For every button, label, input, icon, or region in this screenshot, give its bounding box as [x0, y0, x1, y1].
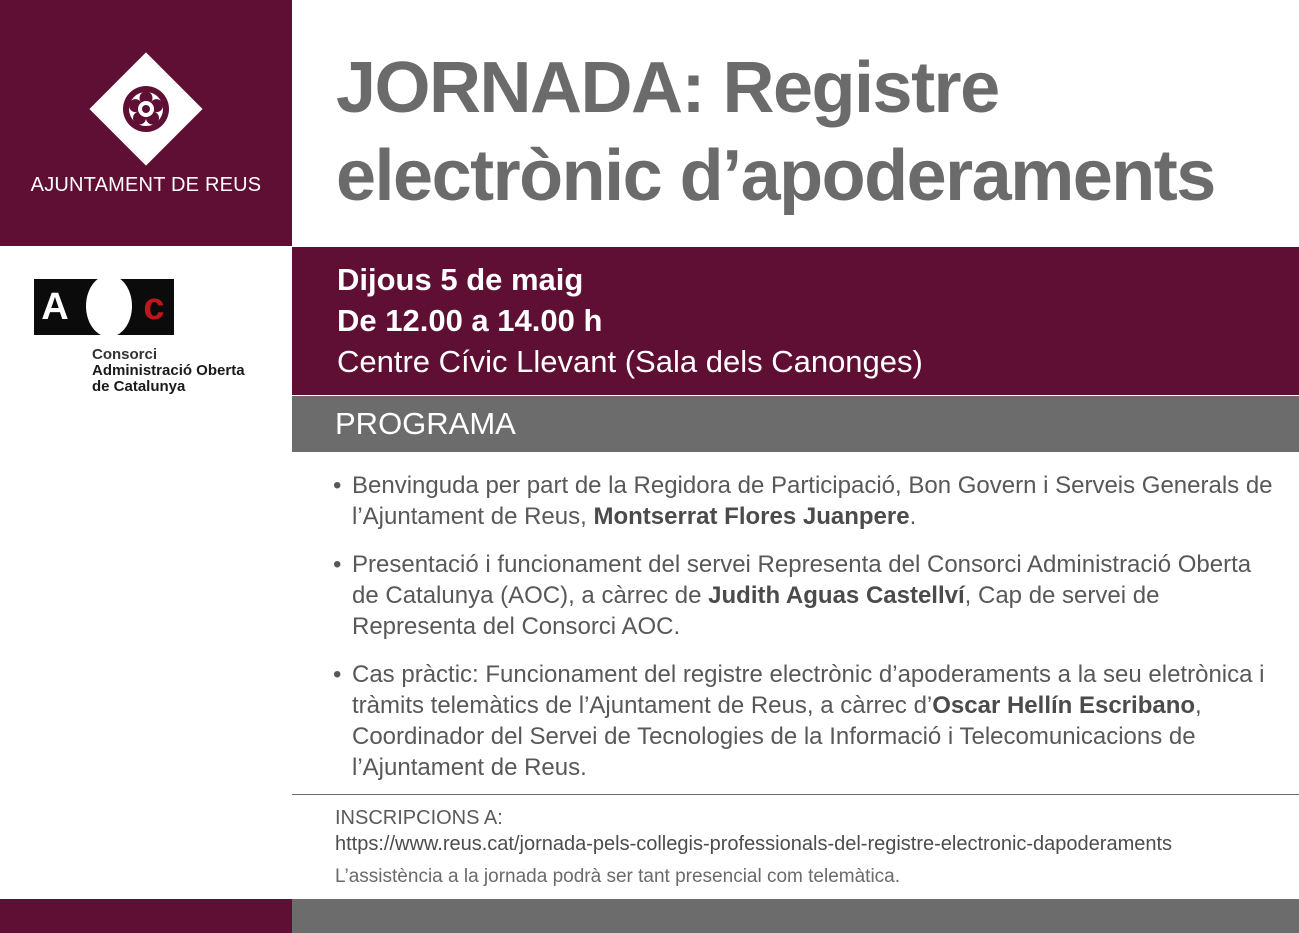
- page-title: [336, 44, 1286, 220]
- program-item-text-end: .: [909, 503, 917, 530]
- registration-link[interactable]: https://www.reus.cat/jornada-pels-collegis-professionals-del-registre-electronic-dapoderaments: [335, 833, 1173, 855]
- reus-brand-box: [0, 0, 292, 246]
- event-date: Dijous 5 de maig: [337, 262, 584, 297]
- aoc-logo-o-shape: [86, 275, 132, 337]
- speaker-name: Oscar Hellín Escribano: [932, 692, 1196, 719]
- program-item-text-end: , Cap de servei de Representa del Consorci AOC.: [352, 582, 1160, 640]
- speaker-name: Judith Aguas Castellví: [708, 582, 965, 609]
- program-heading-band: [292, 396, 1299, 452]
- speaker-name: Montserrat Flores Juanpere: [593, 503, 910, 530]
- reus-rose-emblem-icon: [116, 79, 176, 139]
- program-item-text: Presentació i funcionament del servei Representa del Consorci Administració Oberta de Catalunya (AOC), a càrrec de: [352, 551, 1252, 609]
- program-item-text-end: , Coordinador del Servei de Tecnologies de la Informació i Telecomunicacions de l’Ajuntament de Reus.: [352, 692, 1202, 781]
- bullet-icon: •: [333, 551, 342, 578]
- aoc-logo-a: A: [41, 286, 69, 328]
- footer-band-gray: [292, 899, 1299, 933]
- program-list: [333, 470, 1283, 800]
- aoc-name-line1: Consorci: [92, 346, 158, 363]
- bullet-icon: •: [333, 472, 342, 499]
- page-title-line1: JORNADA: Registre: [336, 48, 999, 128]
- program-heading: PROGRAMA: [335, 406, 516, 441]
- bullet-icon: •: [333, 661, 342, 688]
- program-item: [333, 470, 1283, 532]
- page-title-line2: electrònic d’apoderaments: [336, 136, 1215, 216]
- aoc-logo: [34, 279, 174, 335]
- program-item-text: Cas pràctic: Funcionament del registre electrònic d’apoderaments a la seu eletrònica i tràmits telemàtics de l’Ajuntament de Reus, a càrrec d’: [352, 661, 1265, 719]
- registration-label: INSCRIPCIONS A:: [335, 807, 503, 829]
- event-time: De 12.00 a 14.00 h: [337, 303, 603, 338]
- organization-name: AJUNTAMENT DE REUS: [30, 174, 262, 196]
- event-info-band: [292, 247, 1299, 395]
- aoc-logo-c: c: [143, 286, 165, 328]
- aoc-name-line3: de Catalunya: [92, 378, 186, 395]
- event-place: Centre Cívic Llevant (Sala dels Canonges): [337, 344, 923, 379]
- attendance-note: L’assistència a la jornada podrà ser tant presencial com telemàtica.: [335, 866, 901, 887]
- program-item: [333, 659, 1283, 783]
- program-item: [333, 549, 1283, 642]
- footer-band-accent: [0, 899, 292, 933]
- aoc-name-line2: Administració Oberta: [92, 362, 245, 379]
- program-item-text: Benvinguda per part de la Regidora de Participació, Bon Govern i Serveis Generals de l’Ajuntament de Reus,: [352, 472, 1273, 530]
- aoc-name: [92, 347, 292, 395]
- section-divider: [292, 794, 1299, 795]
